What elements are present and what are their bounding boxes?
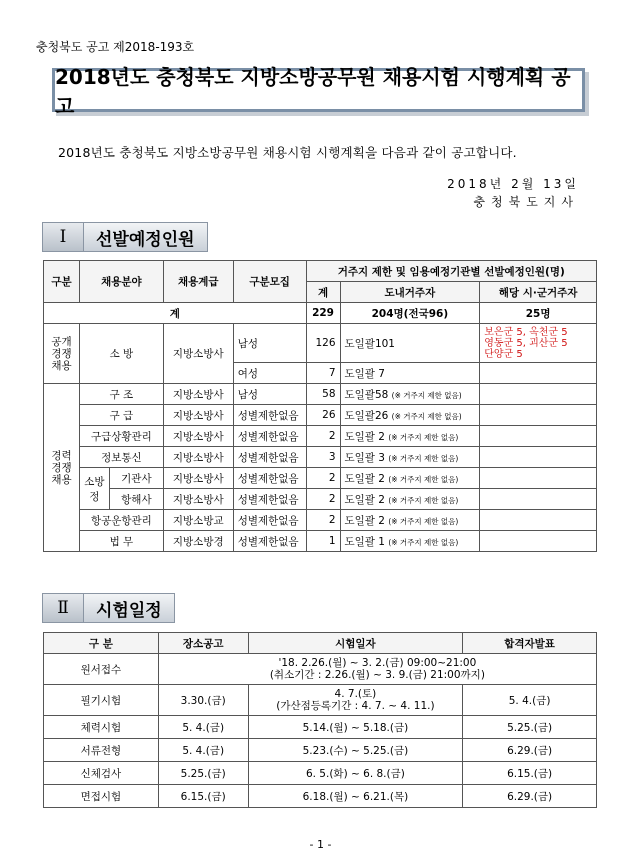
open-field: 소 방 bbox=[79, 324, 163, 384]
schedule-row bbox=[44, 654, 597, 685]
career-row bbox=[44, 468, 597, 489]
career-gender: 성별제한없음 bbox=[233, 531, 306, 552]
schedule-label: 원서접수 bbox=[44, 654, 159, 685]
schedule-row bbox=[44, 685, 597, 716]
schedule-result: 5.25.(금) bbox=[463, 716, 597, 739]
open-province-male: 도일괄101 bbox=[340, 324, 480, 363]
career-row bbox=[44, 489, 597, 510]
schedule-table bbox=[43, 632, 597, 808]
section2-title: 시험일정 bbox=[84, 593, 175, 623]
open-rank: 지방소방사 bbox=[163, 324, 233, 384]
schedule-exam: '18. 2.26.(월) ~ 3. 2.(금) 09:00~21:00 (취소기간 : 2.26.(월) ~ 3. 9.(금) 21:00까지) bbox=[158, 654, 596, 685]
schedule-exam: 4. 7.(토) (가산점등록기간 : 4. 7. ~ 4. 11.) bbox=[248, 685, 463, 716]
schedule-row bbox=[44, 762, 597, 785]
career-gender: 성별제한없음 bbox=[233, 489, 306, 510]
career-field: 법 무 bbox=[79, 531, 163, 552]
career-gender: 성별제한없음 bbox=[233, 510, 306, 531]
career-row bbox=[44, 531, 597, 552]
schedule-result: 6.29.(금) bbox=[463, 785, 597, 808]
career-gender: 성별제한없음 bbox=[233, 468, 306, 489]
career-rank: 지방소방경 bbox=[163, 531, 233, 552]
career-province: 도일괄26 (※ 거주지 제한 없음) bbox=[340, 405, 480, 426]
career-total: 2 bbox=[306, 489, 340, 510]
career-total: 2 bbox=[306, 426, 340, 447]
header-field: 채용분야 bbox=[79, 261, 163, 303]
career-total: 58 bbox=[306, 384, 340, 405]
schedule-result: 5. 4.(금) bbox=[463, 685, 597, 716]
section2-heading bbox=[42, 593, 175, 623]
career-province: 도일괄 3 (※ 거주지 제한 없음) bbox=[340, 447, 480, 468]
career-rank: 지방소방사 bbox=[163, 384, 233, 405]
schedule-label: 서류전형 bbox=[44, 739, 159, 762]
header-group: 거주지 제한 및 임용예정기관별 선발예정인원(명) bbox=[306, 261, 596, 282]
career-rank: 지방소방사 bbox=[163, 447, 233, 468]
total-province: 204명(전국96) bbox=[340, 303, 480, 324]
total-county: 25명 bbox=[480, 303, 597, 324]
schedule-notice: 5. 4.(금) bbox=[158, 739, 248, 762]
schedule-exam: 6.18.(월) ~ 6.21.(목) bbox=[248, 785, 463, 808]
career-field: 구급상황관리 bbox=[79, 426, 163, 447]
career-province: 도일괄 2 (※ 거주지 제한 없음) bbox=[340, 426, 480, 447]
career-rank: 지방소방사 bbox=[163, 489, 233, 510]
schedule-label: 체력시험 bbox=[44, 716, 159, 739]
schedule-exam: 5.14.(월) ~ 5.18.(금) bbox=[248, 716, 463, 739]
career-province: 도일괄58 (※ 거주지 제한 없음) bbox=[340, 384, 480, 405]
career-total: 3 bbox=[306, 447, 340, 468]
schedule-header-div: 구 분 bbox=[44, 633, 159, 654]
schedule-header-notice: 장소공고 bbox=[158, 633, 248, 654]
career-county bbox=[480, 531, 597, 552]
career-total: 2 bbox=[306, 468, 340, 489]
notice-number: 충청북도 공고 제2018-193호 bbox=[36, 40, 195, 54]
open-province-female: 도일괄 7 bbox=[340, 363, 480, 384]
career-field: 기관사 bbox=[109, 468, 163, 489]
career-county bbox=[480, 468, 597, 489]
career-county bbox=[480, 426, 597, 447]
career-field: 정보통신 bbox=[79, 447, 163, 468]
schedule-notice: 5.25.(금) bbox=[158, 762, 248, 785]
header-total: 계 bbox=[306, 282, 340, 303]
career-province: 도일괄 2 (※ 거주지 제한 없음) bbox=[340, 468, 480, 489]
schedule-row bbox=[44, 739, 597, 762]
career-county bbox=[480, 447, 597, 468]
schedule-label: 필기시험 bbox=[44, 685, 159, 716]
schedule-header-exam: 시험일자 bbox=[248, 633, 463, 654]
career-rank: 지방소방교 bbox=[163, 510, 233, 531]
intro-text: 2018년도 충청북도 지방소방공무원 채용시험 시행계획을 다음과 같이 공고합니다. bbox=[58, 145, 517, 160]
career-county bbox=[480, 489, 597, 510]
open-county-female bbox=[480, 363, 597, 384]
career-total: 26 bbox=[306, 405, 340, 426]
career-province: 도일괄 2 (※ 거주지 제한 없음) bbox=[340, 510, 480, 531]
schedule-notice: 5. 4.(금) bbox=[158, 716, 248, 739]
section1-heading bbox=[42, 222, 208, 252]
career-rank: 지방소방사 bbox=[163, 468, 233, 489]
page-number: - 1 - bbox=[309, 838, 332, 851]
career-row bbox=[44, 447, 597, 468]
schedule-result: 6.15.(금) bbox=[463, 762, 597, 785]
career-county bbox=[480, 405, 597, 426]
career-county bbox=[480, 510, 597, 531]
open-row-male bbox=[44, 324, 597, 363]
open-county-male: 보은군 5, 옥천군 5 영동군 5, 괴산군 5 단양군 5 bbox=[480, 324, 597, 363]
notice-date: 2018년 2월 13일 bbox=[447, 177, 579, 191]
schedule-header-result: 합격자발표 bbox=[463, 633, 597, 654]
section2-number: Ⅱ bbox=[42, 593, 84, 623]
career-total: 1 bbox=[306, 531, 340, 552]
career-rank: 지방소방사 bbox=[163, 426, 233, 447]
schedule-result: 6.29.(금) bbox=[463, 739, 597, 762]
open-gender-female: 여성 bbox=[233, 363, 306, 384]
career-field: 항해사 bbox=[109, 489, 163, 510]
career-county bbox=[480, 384, 597, 405]
career-group-label: 소방정 bbox=[79, 468, 109, 510]
header-div: 구분 bbox=[44, 261, 80, 303]
career-total: 2 bbox=[306, 510, 340, 531]
header-gender: 구분모집 bbox=[233, 261, 306, 303]
schedule-exam: 6. 5.(화) ~ 6. 8.(금) bbox=[248, 762, 463, 785]
career-row bbox=[44, 384, 597, 405]
schedule-notice: 3.30.(금) bbox=[158, 685, 248, 716]
open-total-female: 7 bbox=[306, 363, 340, 384]
career-rank: 지방소방사 bbox=[163, 405, 233, 426]
career-row bbox=[44, 405, 597, 426]
section1-title: 선발예정인원 bbox=[84, 222, 208, 252]
header-province: 도내거주자 bbox=[340, 282, 480, 303]
schedule-exam: 5.23.(수) ~ 5.25.(금) bbox=[248, 739, 463, 762]
career-gender: 남성 bbox=[233, 384, 306, 405]
open-gender-male: 남성 bbox=[233, 324, 306, 363]
career-gender: 성별제한없음 bbox=[233, 447, 306, 468]
career-gender: 성별제한없음 bbox=[233, 426, 306, 447]
schedule-notice: 6.15.(금) bbox=[158, 785, 248, 808]
total-label: 계 bbox=[44, 303, 307, 324]
open-total-male: 126 bbox=[306, 324, 340, 363]
career-row bbox=[44, 426, 597, 447]
header-county: 해당 시·군거주자 bbox=[480, 282, 597, 303]
career-field: 구 급 bbox=[79, 405, 163, 426]
header-rank: 채용계급 bbox=[163, 261, 233, 303]
career-field: 구 조 bbox=[79, 384, 163, 405]
schedule-row bbox=[44, 716, 597, 739]
schedule-row bbox=[44, 785, 597, 808]
schedule-label: 신체검사 bbox=[44, 762, 159, 785]
document-title: 2018년도 충청북도 지방소방공무원 채용시험 시행계획 공고 bbox=[52, 68, 585, 112]
recruitment-table bbox=[43, 260, 597, 552]
career-province: 도일괄 2 (※ 거주지 제한 없음) bbox=[340, 489, 480, 510]
issuer-name: 충청북도지사 bbox=[473, 195, 579, 209]
career-row bbox=[44, 510, 597, 531]
career-gender: 성별제한없음 bbox=[233, 405, 306, 426]
open-label: 공개 경쟁 채용 bbox=[44, 324, 80, 384]
career-label: 경력 경쟁 채용 bbox=[44, 384, 80, 552]
career-province: 도일괄 1 (※ 거주지 제한 없음) bbox=[340, 531, 480, 552]
total-count: 229 bbox=[306, 303, 340, 324]
career-field: 항공운항관리 bbox=[79, 510, 163, 531]
total-row bbox=[44, 303, 597, 324]
section1-number: Ⅰ bbox=[42, 222, 84, 252]
schedule-label: 면접시험 bbox=[44, 785, 159, 808]
